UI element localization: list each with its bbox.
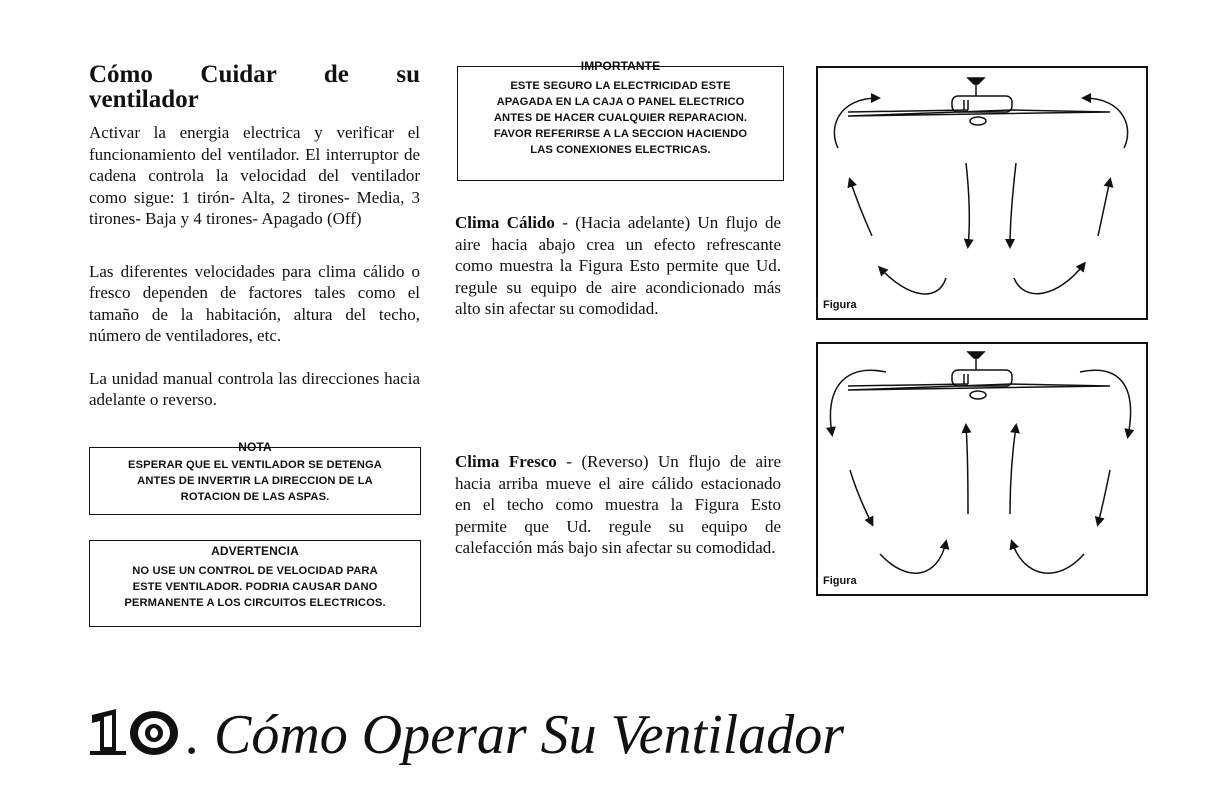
section-footer-title bbox=[86, 700, 844, 770]
section-number-10-graphic bbox=[86, 707, 184, 757]
advertencia-line-1: NO USE UN CONTROL DE VELOCIDAD PARA bbox=[132, 565, 378, 577]
importante-line-4: FAVOR REFERIRSE A LA SECCION HACIENDO bbox=[493, 128, 748, 140]
clima-calido-text: - (Hacia adelante) Un flujo de aire hacia abajo crea un efecto refrescante como muestra la Figura Esto permite que Ud. regule su equipo de aire acondicionado más alto sin afectar su comodidad. bbox=[455, 213, 781, 318]
paragraph-clima-fresco bbox=[455, 451, 781, 559]
section-heading bbox=[89, 62, 420, 112]
paragraph-clima-calido bbox=[455, 212, 781, 320]
fan-diagram-reverse bbox=[818, 344, 1146, 594]
importante-title: IMPORTANTE bbox=[580, 59, 661, 73]
nota-title: NOTA bbox=[238, 440, 272, 454]
nota-line-2: ANTES DE INVERTIR LA DIRECCION DE LA bbox=[137, 475, 373, 487]
clima-fresco-label: Clima Fresco bbox=[455, 452, 557, 471]
figure-reverse-airflow bbox=[816, 342, 1148, 596]
left-column bbox=[89, 62, 420, 411]
paragraph-remote: La unidad manual controla las direcciones hacia adelante o reverso. bbox=[89, 368, 420, 409]
importante-line-5: LAS CONEXIONES ELECTRICAS. bbox=[530, 144, 711, 156]
importante-line-1: ESTE SEGURO LA ELECTRICIDAD ESTE bbox=[510, 80, 731, 92]
fan-diagram-forward bbox=[818, 68, 1146, 318]
nota-line-1: ESPERAR QUE EL VENTILADOR SE DETENGA bbox=[128, 459, 382, 471]
figure-1-label: Figura bbox=[823, 299, 857, 311]
importante-box bbox=[457, 59, 784, 181]
footer-title-text: . Cómo Operar Su Ventilador bbox=[186, 704, 844, 766]
clima-fresco-text: - (Reverso) Un flujo de aire hacia arriba mueve el aire cálido estacionado en el techo como muestra la Figura Esto permite que Ud. regule su equipo de calefacción más bajo sin afectar su comodidad. bbox=[455, 452, 781, 557]
advertencia-line-2: ESTE VENTILADOR. PODRIA CAUSAR DANO bbox=[132, 581, 378, 593]
importante-line-2: APAGADA EN LA CAJA O PANEL ELECTRICO bbox=[496, 96, 745, 108]
nota-line-3: ROTACION DE LAS ASPAS. bbox=[180, 491, 330, 503]
advertencia-line-3: PERMANENTE A LOS CIRCUITOS ELECTRICOS. bbox=[124, 597, 386, 609]
paragraph-speeds: Las diferentes velocidades para clima cálido o fresco dependen de factores tales como el tamaño de la habitación, altura del techo, número de ventiladores, etc. bbox=[89, 261, 420, 345]
clima-calido-label: Clima Cálido bbox=[455, 213, 555, 232]
heading-line-2: ventilador bbox=[89, 86, 199, 113]
advertencia-title: ADVERTENCIA bbox=[211, 544, 299, 558]
figure-2-label: Figura bbox=[823, 575, 857, 587]
paragraph-instructions: Activar la energia electrica y verificar el funcionamiento del ventilador. El interruptor de cadena controla la velocidad del ventilador como sigue: 1 tirón- Alta, 2 tirones- Media, 3 tirones- Baja y 4 tirones- Apagado (Off) bbox=[89, 123, 420, 228]
nota-box bbox=[89, 440, 421, 515]
advertencia-box bbox=[89, 540, 421, 627]
heading-line-1: Cómo Cuidar de su bbox=[89, 61, 421, 88]
figure-forward-airflow bbox=[816, 66, 1148, 320]
importante-line-3: ANTES DE HACER CUALQUIER REPARACION. bbox=[493, 112, 748, 124]
